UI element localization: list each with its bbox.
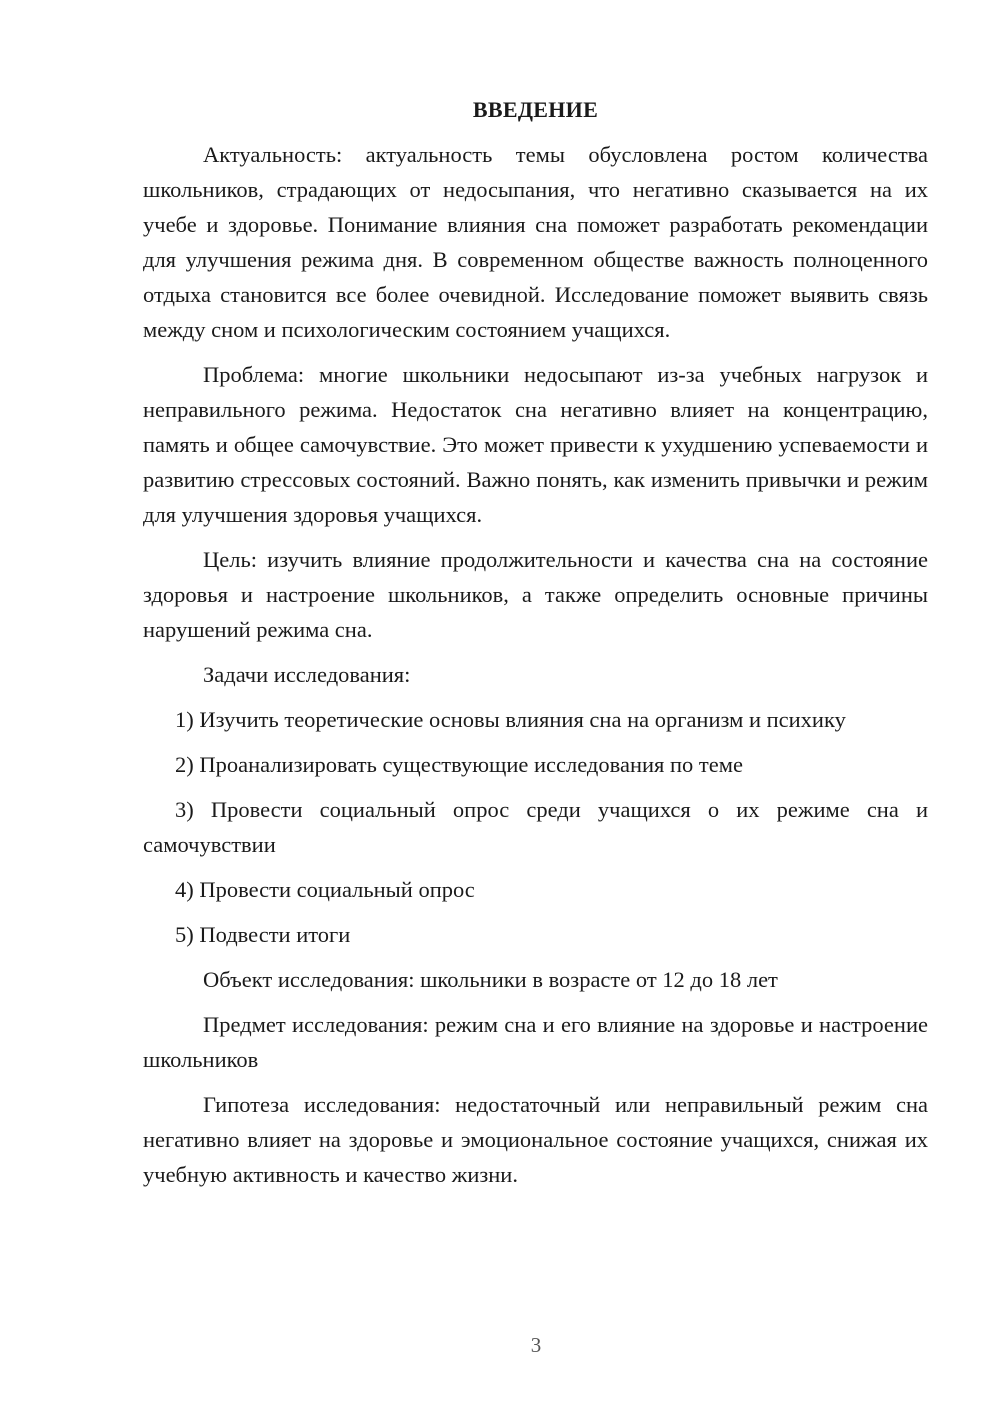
goal-paragraph: Цель: изучить влияние продолжительности и качества сна на состояние здоровья и настроение школьников, а также определить основные причины нарушений режима сна. (143, 547, 928, 642)
subject-paragraph: Предмет исследования: режим сна и его влияние на здоровье и настроение школьников (143, 1012, 928, 1072)
problem-paragraph: Проблема: многие школьники недосыпают из-за учебных нагрузок и неправильного режима. Недостаток сна негативно влияет на концентрацию, память и общее самочувствие. Это может привести к ухудшению успеваемости и развитию стрессовых состояний. Важно понять, как изменить привычки и режим для улучшения здоровья учащихся. (143, 362, 928, 527)
tasks-heading: Задачи исследования: (203, 662, 411, 687)
task-item: 3) Провести социальный опрос среди учащихся о их режиме сна и самочувствии (143, 797, 928, 857)
task-item: 2) Проанализировать существующие исследования по теме (175, 752, 743, 777)
page-content (143, 92, 928, 1202)
task-item: 5) Подвести итоги (175, 922, 351, 947)
object-paragraph: Объект исследования: школьники в возрасте от 12 до 18 лет (203, 967, 778, 992)
page-title: ВВЕДЕНИЕ (472, 97, 599, 122)
hypothesis-paragraph: Гипотеза исследования: недостаточный или неправильный режим сна негативно влияет на здоровье и эмоциональное состояние учащихся, снижая их учебную активность и качество жизни. (143, 1092, 928, 1187)
task-item: 4) Провести социальный опрос (175, 877, 475, 902)
task-item: 1) Изучить теоретические основы влияния сна на организм и психику (175, 707, 846, 732)
page-number: 3 (530, 1333, 542, 1357)
relevance-paragraph: Актуальность: актуальность темы обусловлена ростом количества школьников, страдающих от недосыпания, что негативно сказывается на их учебе и здоровье. Понимание влияния сна поможет разработать рекомендации для улучшения режима дня. В современном обществе важность полноценного отдыха становится все более очевидной. Исследование поможет выявить связь между сном и психологическим состоянием учащихся. (143, 142, 928, 342)
